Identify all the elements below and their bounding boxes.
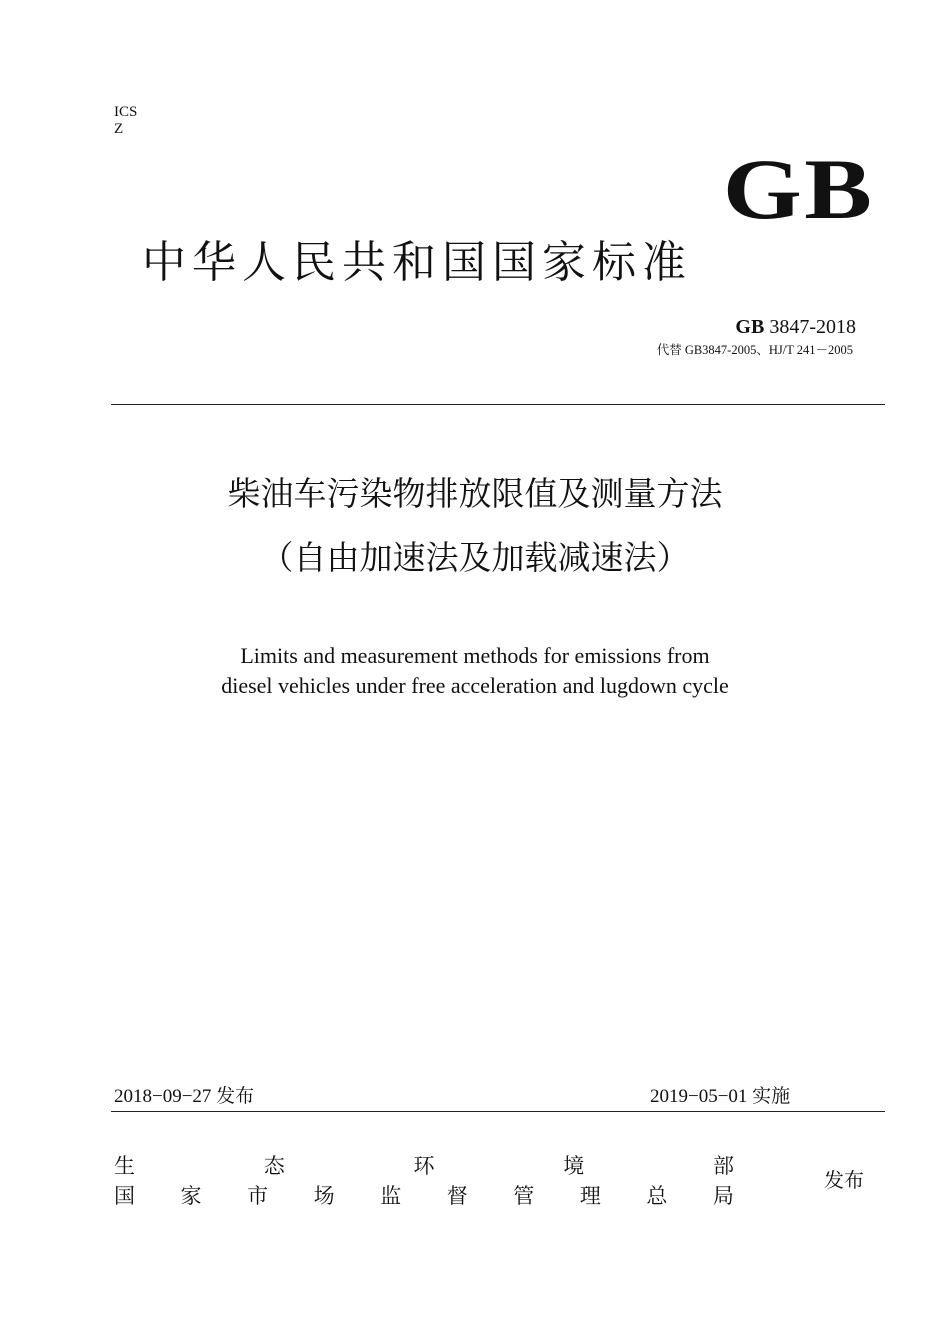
issuer-ministry-ecology xyxy=(114,1153,734,1179)
standard-prefix: GB xyxy=(735,316,765,338)
issuer-char: 总 xyxy=(646,1184,668,1208)
issuer-char: 监 xyxy=(380,1184,402,1208)
issuer-char: 理 xyxy=(579,1184,601,1208)
issuer-char: 场 xyxy=(313,1184,335,1208)
replaces-note: 代替 GB3847-2005、HJ/T 241－2005 xyxy=(656,343,853,357)
bottom-divider xyxy=(111,1111,885,1112)
ccs-label: Z xyxy=(114,121,124,137)
issuer-char: 国 xyxy=(114,1184,135,1208)
title-en-line1: Limits and measurement methods for emissions from xyxy=(240,643,710,668)
national-standard-title: 中华人民共和国国家标准 xyxy=(142,237,692,288)
issuer-char: 态 xyxy=(263,1154,285,1178)
ics-label: ICS xyxy=(114,104,138,120)
issuer-market-regulation xyxy=(114,1183,734,1209)
issue-label: 发布 xyxy=(824,1168,864,1192)
issuer-char: 市 xyxy=(247,1184,269,1208)
issuer-char: 生 xyxy=(114,1154,135,1178)
publish-date: 2018−09−27 发布 xyxy=(114,1086,255,1107)
issuer-char: 局 xyxy=(712,1184,734,1208)
top-divider xyxy=(111,404,885,405)
issuer-char: 境 xyxy=(563,1154,585,1178)
standard-code: 3847-2018 xyxy=(769,316,856,338)
standard-number xyxy=(735,316,856,338)
issuer-char: 家 xyxy=(180,1184,202,1208)
issuer-char: 环 xyxy=(413,1154,435,1178)
title-cn-line2: （自由加速法及加载减速法） xyxy=(260,538,690,577)
implement-date: 2019−05−01 实施 xyxy=(650,1086,791,1107)
issuer-char: 部 xyxy=(713,1154,734,1178)
title-en-line2: diesel vehicles under free acceleration and lugdown cycle xyxy=(221,673,729,698)
title-cn-line1: 柴油车污染物排放限值及测量方法 xyxy=(227,474,723,513)
ics-code xyxy=(114,104,137,138)
issuer-char: 管 xyxy=(513,1184,535,1208)
gb-logo: GB xyxy=(722,141,874,237)
issuer-char: 督 xyxy=(446,1184,468,1208)
